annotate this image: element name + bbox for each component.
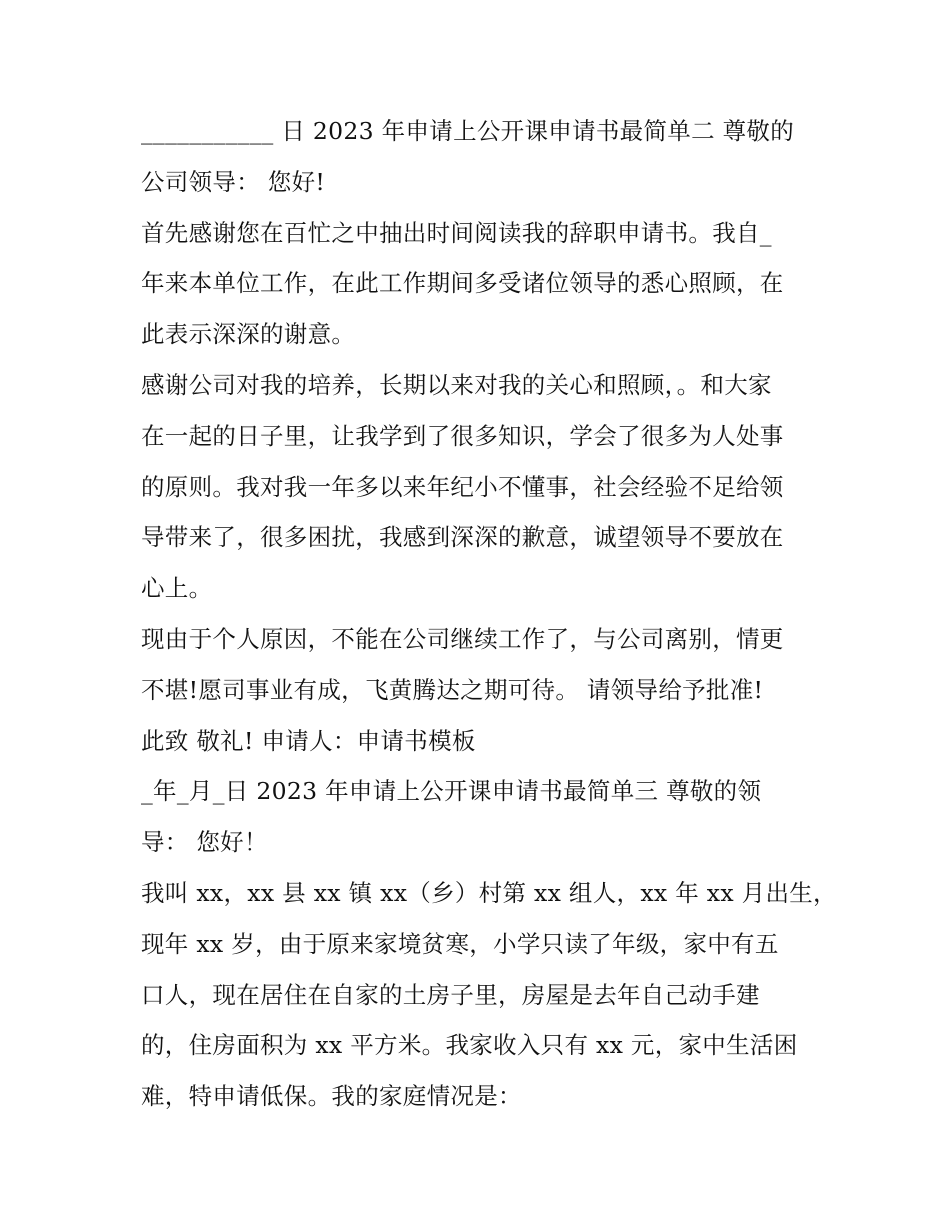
text-line: 公司领导： 您好! [141,167,326,196]
text-line: 不堪!愿司事业有成，飞黄腾达之期可待。 请领导给予批准! [141,675,764,704]
text-line: ___________ 日 2023 年申请上公开课申请书最简单二 尊敬的 [141,117,795,145]
text-line: 导： 您好！ [141,828,268,857]
text-line: 的，住房面积为 xx 平方米。我家收入只有 xx 元，家中生活困 [141,1031,798,1060]
text-line: 的原则。我对我一年多以来年纪小不懂事，社会经验不足给领 [141,472,784,501]
text-line: 首先感谢您在百忙之中抽出时间阅读我的辞职申请书。我自_ [141,218,772,247]
text-line: 难，特申请低保。我的家庭情况是： [141,1082,522,1111]
text-line: 感谢公司对我的培养，长期以来对我的关心和照顾，。和大家 [141,370,772,399]
text-line: 心上。 [141,574,213,603]
text-line: 口人，现在居住在自家的土房子里，房屋是去年自己动手建 [141,980,760,1009]
text-line: 年来本单位工作，在此工作期间多受诸位领导的悉心照顾，在 [141,269,784,298]
text-line: _年_月_日 2023 年申请上公开课申请书最简单三 尊敬的领 [141,777,762,806]
text-line: 现年 xx 岁，由于原来家境贫寒，小学只读了年级，家中有五 [141,929,779,958]
text-line: 此致 敬礼! 申请人：申请书模板 [141,726,476,755]
text-line: 我叫 xx，xx 县 xx 镇 xx（乡）村第 xx 组人，xx 年 xx 月出生， [141,878,837,907]
text-line: 此表示深深的谢意。 [141,320,356,349]
text-line: 现由于个人原因，不能在公司继续工作了，与公司离别，情更 [141,624,784,653]
document-body [141,106,837,1122]
text-line: 在一起的日子里，让我学到了很多知识，学会了很多为人处事 [141,421,784,450]
text-line: 导带来了，很多困扰，我感到深深的歉意，诚望领导不要放在 [141,523,784,552]
